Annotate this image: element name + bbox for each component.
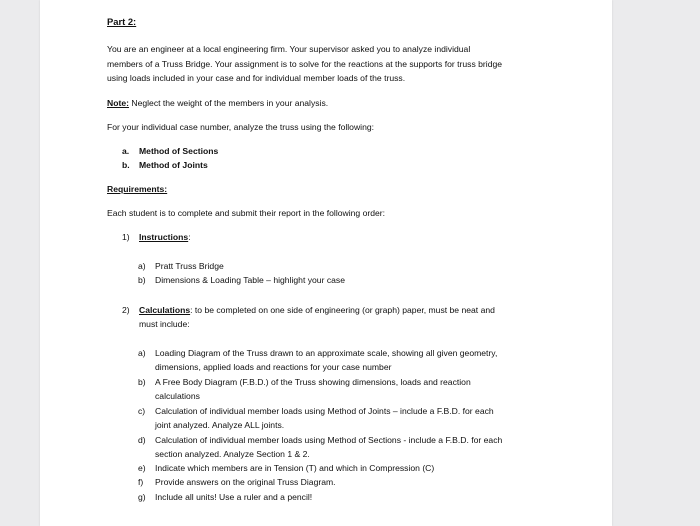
- list-marker: f): [138, 477, 144, 487]
- calculations-line-1: [139, 303, 495, 317]
- list-marker: d): [138, 435, 146, 445]
- list-item-continuation: joint analyzed. Analyze ALL joints.: [155, 420, 285, 430]
- list-item-continuation: dimensions, applied loads and reactions for your case number: [155, 362, 392, 372]
- list-item: A Free Body Diagram (F.B.D.) of the Truss showing dimensions, loads and reaction: [155, 377, 471, 387]
- requirements-heading: Requirements:: [107, 184, 168, 194]
- list-item: Pratt Truss Bridge: [155, 261, 224, 271]
- instructions-number: 1): [122, 232, 130, 242]
- intro-line-2: members of a Truss Bridge. Your assignment is to solve for the reactions at the supports for truss bridge: [107, 59, 503, 69]
- note-paragraph: [107, 96, 328, 110]
- part-title: Part 2:: [107, 16, 137, 27]
- list-marker: b): [138, 275, 146, 285]
- method-marker: a.: [122, 146, 130, 156]
- list-item: Provide answers on the original Truss Diagram.: [155, 477, 336, 487]
- list-item: Loading Diagram of the Truss drawn to an approximate scale, showing all given geometry,: [155, 348, 498, 358]
- instructions-suffix: :: [188, 232, 191, 242]
- note-label: Note:: [107, 98, 129, 108]
- list-item-continuation: calculations: [155, 391, 200, 401]
- case-line: For your individual case number, analyze the truss using the following:: [107, 122, 375, 132]
- intro-line-3: using loads included in your case and for individual member loads of the truss.: [107, 73, 406, 83]
- intro-line-1: You are an engineer at a local engineering firm. Your supervisor asked you to analyze individual: [107, 44, 471, 54]
- list-item: Indicate which members are in Tension (T) and which in Compression (C): [155, 463, 435, 473]
- calculations-line-2: must include:: [139, 319, 190, 329]
- list-marker: g): [138, 492, 146, 502]
- method-item: Method of Joints: [139, 160, 208, 170]
- note-text: Neglect the weight of the members in your analysis.: [131, 98, 329, 108]
- calculations-title: Calculations: [139, 305, 191, 315]
- calculations-text: : to be completed on one side of engineering (or graph) paper, must be neat and: [190, 305, 495, 315]
- calculations-number: 2): [122, 305, 130, 315]
- list-marker: a): [138, 348, 146, 358]
- instructions-title: Instructions: [139, 232, 189, 242]
- method-item: Method of Sections: [139, 146, 219, 156]
- list-marker: e): [138, 463, 146, 473]
- instructions-heading: [139, 230, 191, 244]
- list-item: Calculation of individual member loads using Method of Joints – include a F.B.D. for each: [155, 406, 494, 416]
- method-marker: b.: [122, 160, 130, 170]
- list-item: Calculation of individual member loads using Method of Sections - include a F.B.D. for each: [155, 435, 503, 445]
- list-marker: c): [138, 406, 146, 416]
- list-item: Dimensions & Loading Table – highlight your case: [155, 275, 345, 285]
- order-line: Each student is to complete and submit their report in the following order:: [107, 208, 386, 218]
- list-marker: a): [138, 261, 146, 271]
- list-marker: b): [138, 377, 146, 387]
- list-item: Include all units! Use a ruler and a pencil!: [155, 492, 313, 502]
- document-page: [40, 0, 612, 526]
- list-item-continuation: section analyzed. Analyze Section 1 & 2.: [155, 449, 310, 459]
